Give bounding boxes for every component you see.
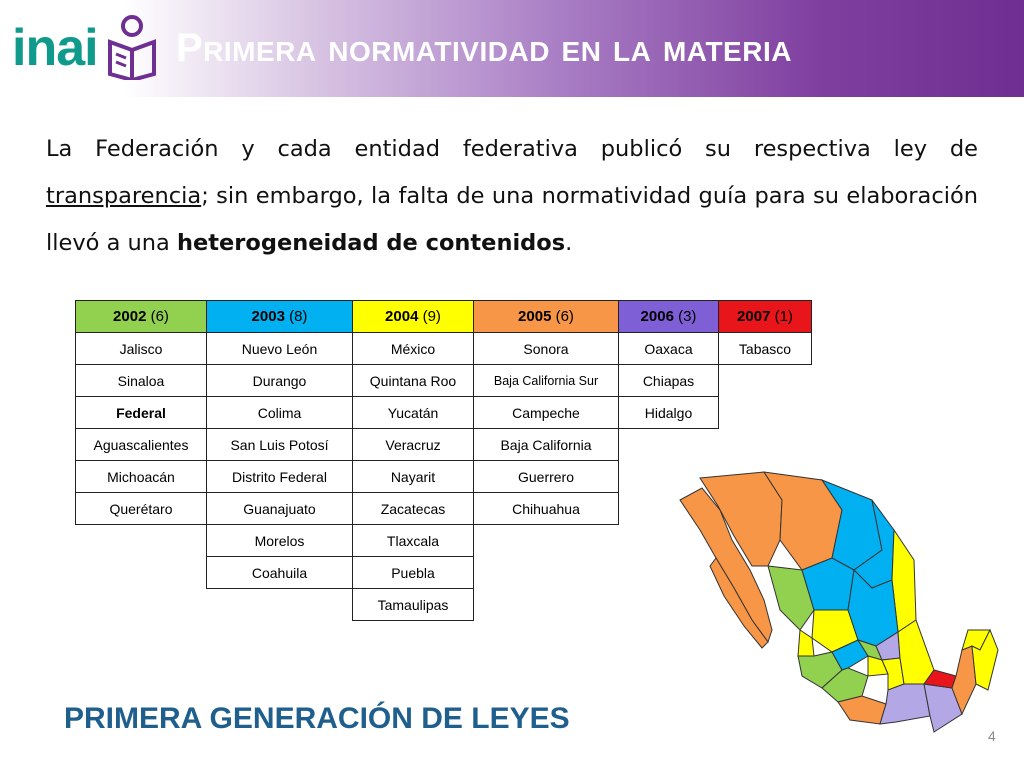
paragraph-text-3: . xyxy=(565,230,573,256)
state-cell: Guanajuato xyxy=(207,493,353,525)
paragraph-text-2: ; sin embargo, la falta de una normatividad guía para su elaboración llevó a una xyxy=(46,183,978,256)
state-cell: Tlaxcala xyxy=(353,525,474,557)
year-label: 2002 xyxy=(113,308,147,325)
state-cell: Baja California xyxy=(474,429,619,461)
year-header-2006 xyxy=(619,301,719,333)
empty-cell xyxy=(474,557,619,589)
state-cell: Guerrero xyxy=(474,461,619,493)
state-cell: Baja California Sur xyxy=(474,365,619,397)
year-count: (3) xyxy=(678,308,697,325)
year-label: 2003 xyxy=(251,308,285,325)
year-label: 2004 xyxy=(385,308,419,325)
page-title: Primera normatividad en la materia xyxy=(176,26,792,70)
year-count: (6) xyxy=(555,308,574,325)
empty-cell xyxy=(76,589,207,621)
state-cell: Morelos xyxy=(207,525,353,557)
table-header-row xyxy=(76,301,812,333)
state-cell: Colima xyxy=(207,397,353,429)
year-count: (9) xyxy=(422,308,441,325)
state-cell: Jalisco xyxy=(76,333,207,365)
paragraph-bold: heterogeneidad de contenidos xyxy=(176,230,566,256)
state-cell: Puebla xyxy=(353,557,474,589)
table-row xyxy=(76,333,812,365)
year-header-2004 xyxy=(353,301,474,333)
state-cell: Durango xyxy=(207,365,353,397)
state-cell: Hidalgo xyxy=(619,397,719,429)
mexico-map-icon xyxy=(672,470,1002,750)
empty-cell xyxy=(719,365,812,397)
state-cell: San Luis Potosí xyxy=(207,429,353,461)
year-count: (8) xyxy=(289,308,308,325)
state-cell: Michoacán xyxy=(76,461,207,493)
state-cell: Chihuahua xyxy=(474,493,619,525)
year-header-2007 xyxy=(719,301,812,333)
paragraph-text-1: La Federación y cada entidad federativa publicó su respectiva ley de xyxy=(46,136,978,162)
table-row xyxy=(76,429,812,461)
state-cell: Campeche xyxy=(474,397,619,429)
year-count: (6) xyxy=(150,308,169,325)
year-count: (1) xyxy=(774,308,793,325)
section-footer-title: PRIMERA GENERACIÓN DE LEYES xyxy=(64,702,570,735)
table-row xyxy=(76,365,812,397)
year-header-2002 xyxy=(76,301,207,333)
state-cell: Federal xyxy=(76,397,207,429)
year-header-2003 xyxy=(207,301,353,333)
year-label: 2006 xyxy=(640,308,674,325)
empty-cell xyxy=(207,589,353,621)
empty-cell xyxy=(719,397,812,429)
inai-logo-icon xyxy=(106,14,158,80)
inai-logo: inai xyxy=(12,19,98,77)
year-label: 2007 xyxy=(737,308,771,325)
state-cell: Oaxaca xyxy=(619,333,719,365)
year-label: 2005 xyxy=(518,308,552,325)
page-number: 4 xyxy=(988,728,996,744)
state-cell: Nuevo León xyxy=(207,333,353,365)
intro-paragraph xyxy=(46,126,978,267)
empty-cell xyxy=(76,557,207,589)
state-cell: México xyxy=(353,333,474,365)
state-cell: Aguascalientes xyxy=(76,429,207,461)
state-cell: Sonora xyxy=(474,333,619,365)
state-cell: Tabasco xyxy=(719,333,812,365)
state-cell: Zacatecas xyxy=(353,493,474,525)
state-cell: Sinaloa xyxy=(76,365,207,397)
empty-cell xyxy=(474,525,619,557)
empty-cell xyxy=(474,589,619,621)
empty-cell xyxy=(76,525,207,557)
state-cell: Tamaulipas xyxy=(353,589,474,621)
state-cell: Yucatán xyxy=(353,397,474,429)
state-cell: Coahuila xyxy=(207,557,353,589)
state-cell: Nayarit xyxy=(353,461,474,493)
state-cell: Querétaro xyxy=(76,493,207,525)
state-cell: Chiapas xyxy=(619,365,719,397)
paragraph-underlined: transparencia xyxy=(46,183,202,209)
empty-cell xyxy=(619,429,719,461)
state-cell: Quintana Roo xyxy=(353,365,474,397)
state-cell: Distrito Federal xyxy=(207,461,353,493)
state-cell: Veracruz xyxy=(353,429,474,461)
table-row xyxy=(76,397,812,429)
empty-cell xyxy=(719,429,812,461)
year-header-2005 xyxy=(474,301,619,333)
header-banner xyxy=(0,0,1024,97)
